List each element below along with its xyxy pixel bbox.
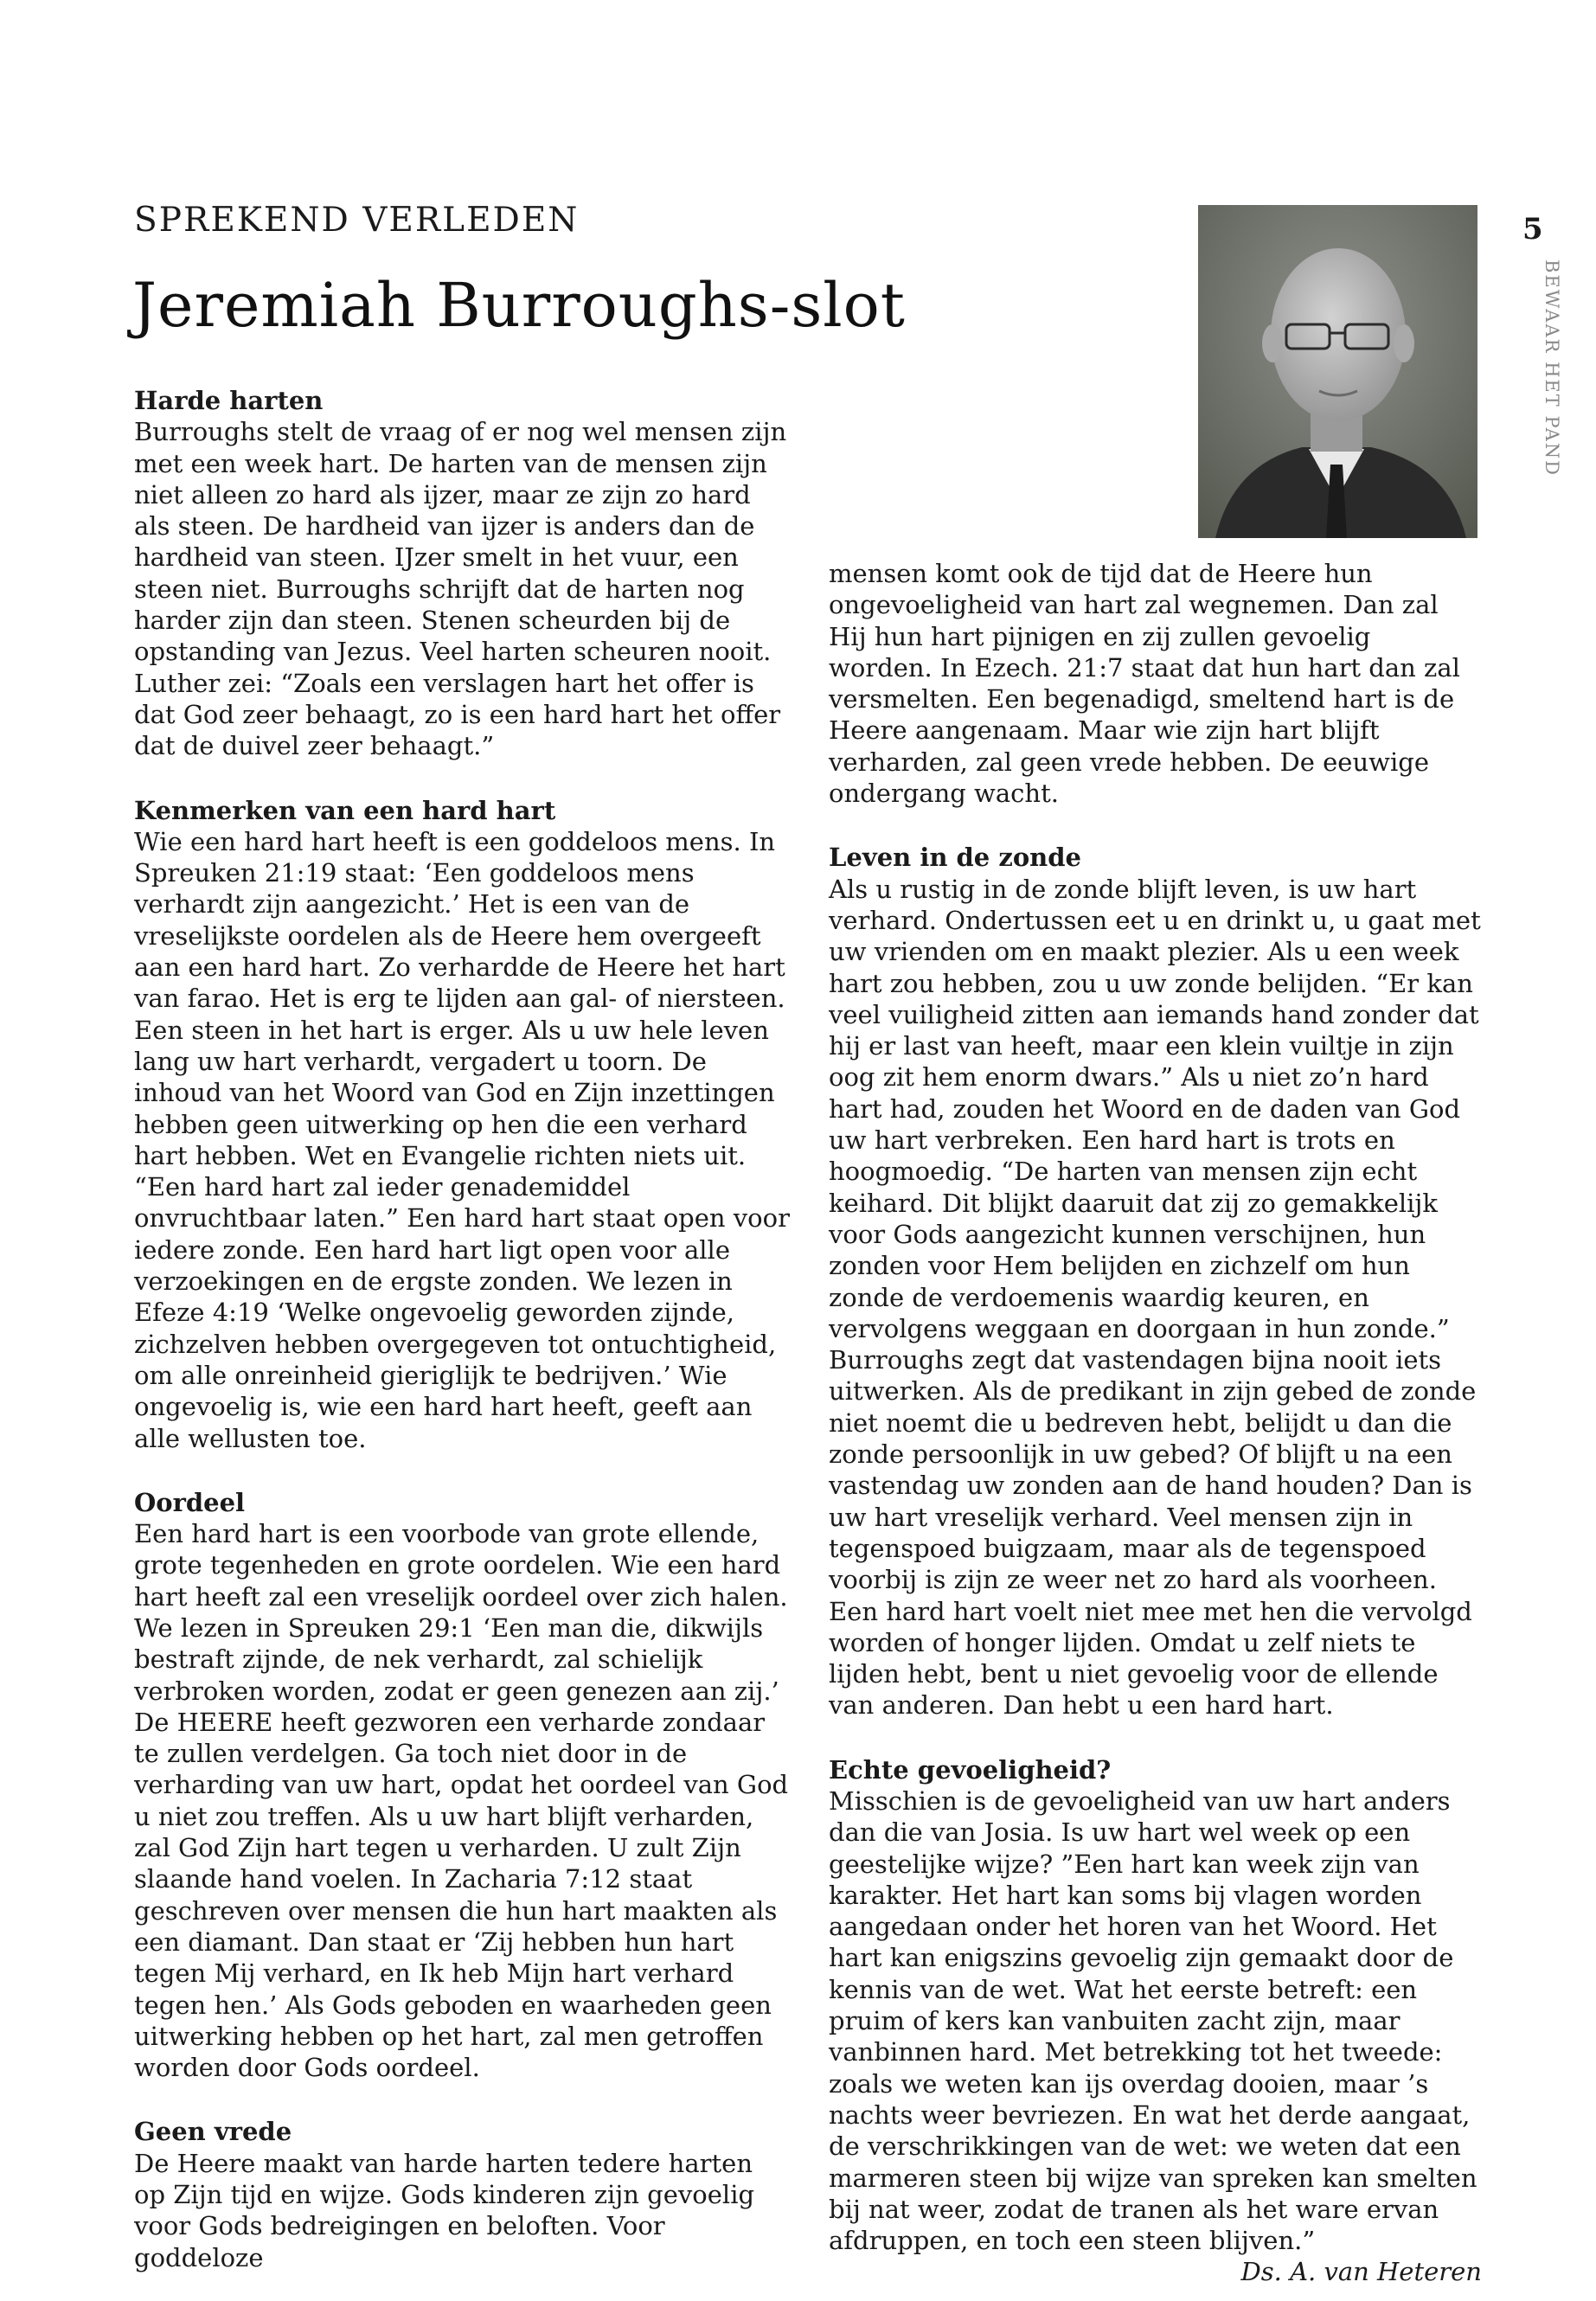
running-head: BEWAAR HET PAND	[1542, 260, 1562, 478]
article-title: Jeremiah Burroughs-slot	[132, 270, 906, 341]
section-heading: Leven in de zonde	[829, 843, 1081, 873]
section-body: Wie een hard hart heeft is een goddeloos mens. In Spreuken 21:19 staat: ‘Een goddeloos mens verhardt zijn aangezicht.’ Het is een van de vreselijkste oordelen als de Heere hem overgeeft aan een hard hart. Zo verhardde de Heere het hart van farao. Het is erg te lijden aan gal- of niersteen. Een steen in het hart is erger. Als u uw hele leven lang uw hart verhardt, vergadert u toorn. De inhoud van het Woord van God en Zijn inzettingen hebben geen uitwerking op hen die een verhard hart hebben. Wet en Evangelie richten niets uit. “Een hard hart zal ieder genademiddel onvruchtbaar laten.” Een hard hart staat open voor iedere zonde. Een hard hart ligt open voor alle verzoekingen en de ergste zonden. We lezen in Efeze 4:19 ‘Welke ongevoelig geworden zijnde, zichzelven hebben overgegeven tot ontuchtigheid, om alle onreinheid gieriglijk te bedrijven.’ Wie ongevoelig is, wie een hard hart heeft, geeft aan alle wellusten toe.	[134, 826, 790, 1453]
section-body: De Heere maakt van harde harten tedere harten op Zijn tijd en wijze. Gods kinderen zijn gevoelig voor Gods bedreigingen en beloften. Voor goddeloze	[134, 2148, 755, 2272]
section-kicker: SPREKEND VERLEDEN	[134, 201, 580, 240]
section-heading: Kenmerken van een hard hart	[134, 795, 556, 825]
author-signature: Ds. A. van Heteren	[1240, 2257, 1482, 2287]
section-heading: Echte gevoeligheid?	[829, 1754, 1112, 1785]
portrait-image	[1198, 205, 1477, 538]
section-body: Misschien is de gevoeligheid van uw hart anders dan die van Josia. Is uw hart wel week op een geestelijke wijze? ”Een hart kan week zijn van karakter. Het hart kan soms bij vlagen worden aangedaan onder het horen van het Woord. Het hart kan enigszins gevoelig zijn gemaakt door de kennis van de wet. Wat het eerste betreft: een pruim of kers kan vanbuiten zacht zijn, maar vanbinnen hard. Met betrekking tot het tweede: zoals we weten kan ijs overdag dooien, maar ’s nachts weer bevriezen. En wat het derde aangaat, de verschrikkingen van de wet: we weten dat een marmeren steen bij wijze van spreken kan smelten bij nat weer, zodat de tranen als het ware ervan afdruppen, en toch een steen blijven.”	[829, 1785, 1477, 2256]
section-body: mensen komt ook de tijd dat de Heere hun ongevoeligheid van hart zal wegnemen. Dan zal Hij hun hart pijnigen en zij zullen gevoelig worden. In Ezech. 21:7 staat dat hun hart dan zal versmelten. Een begenadigd, smeltend hart is de Heere aangenaam. Maar wie zijn hart blijft verharden, zal geen vrede hebben. De eeuwige ondergang wacht.	[829, 559, 1460, 809]
left-column	[134, 385, 792, 2273]
page-number: 5	[1522, 212, 1543, 247]
section-heading: Geen vrede	[134, 2117, 292, 2147]
author-portrait	[1198, 205, 1477, 538]
section-body: Een hard hart is een voorbode van grote ellende, grote tegenheden en grote oordelen. Wie een hard hart heeft zal een vreselijk oordeel over zich halen. We lezen in Spreuken 29:1 ‘Een man die, dikwijls bestraft zijnde, de nek verhardt, zal schielijk verbroken worden, zodat er geen genezen aan zij.’ De HEERE heeft gezworen een verharde zondaar te zullen verdelgen. Ga toch niet door in de verharding van uw hart, opdat het oordeel van God u niet zou treffen. Als u uw hart blijft verharden, zal God Zijn hart tegen u verharden. U zult Zijn slaande hand voelen. In Zacharia 7:12 staat geschreven over mensen die hun hart maakten als een diamant. Dan staat er ‘Zij hebben hun hart tegen Mij verhard, en Ik heb Mijn hart verhard tegen hen.’ Als Gods geboden en waarheden geen uitwerking hebben op het hart, zal men getroffen worden door Gods oordeel.	[134, 1519, 789, 2083]
section-body: Burroughs stelt de vraag of er nog wel mensen zijn met een week hart. De harten van de mensen zijn niet alleen zo hard als ijzer, maar ze zijn zo hard als steen. De hardheid van ijzer is anders dan de hardheid van steen. IJzer smelt in het vuur, een steen niet. Burroughs schrijft dat de harten nog harder zijn dan steen. Stenen scheurden bij de opstanding van Jezus. Veel harten scheuren nooit. Luther zei: “Zoals een verslagen hart het offer is dat God zeer behaagt, zo is een hard hart het offer dat de duivel zeer behaagt.”	[134, 417, 787, 761]
section-heading: Oordeel	[134, 1487, 246, 1517]
section-body: Als u rustig in de zonde blijft leven, is uw hart verhard. Ondertussen eet u en drinkt u, u gaat met uw vrienden om en maakt plezier. Als u een week hart zou hebben, zou u uw zonde belijden. “Er kan veel vuiligheid zitten aan iemands hand zonder dat hij er last van heeft, maar een klein vuiltje in zijn oog zit hem enorm dwars.” Als u niet zo’n hard hart had, zouden het Woord en de daden van God uw hart verbreken. Een hard hart is trots en hoogmoedig. “De harten van mensen zijn echt keihard. Dit blijkt daaruit dat zij zo gemakkelijk voor Gods aangezicht kunnen verschijnen, hun zonden voor Hem belijden en zichzelf om hun zonde de verdoemenis waardig keuren, en vervolgens weggaan en doorgaan in hun zonde.” Burroughs zegt dat vastendagen bijna nooit iets uitwerken. Als de predikant in zijn gebed de zonde niet noemt die u bedreven hebt, belijdt u dan die zonde persoonlijk in uw gebed? Of blijft u na een vastendag uw zonden aan de hand houden? Dan is uw hart vreselijk verhard. Veel mensen zijn in tegenspoed buigzaam, maar als de tegenspoed voorbij is zijn ze weer net zo hard als voorheen. Een hard hart voelt niet mee met hen die vervolgd worden of honger lijden. Omdat u zelf niets te lijden hebt, bent u niet gevoelig voor de ellende van anderen. Dan hebt u een hard hart.	[829, 874, 1481, 1721]
section-heading: Harde harten	[134, 386, 324, 415]
right-column	[829, 558, 1482, 2288]
